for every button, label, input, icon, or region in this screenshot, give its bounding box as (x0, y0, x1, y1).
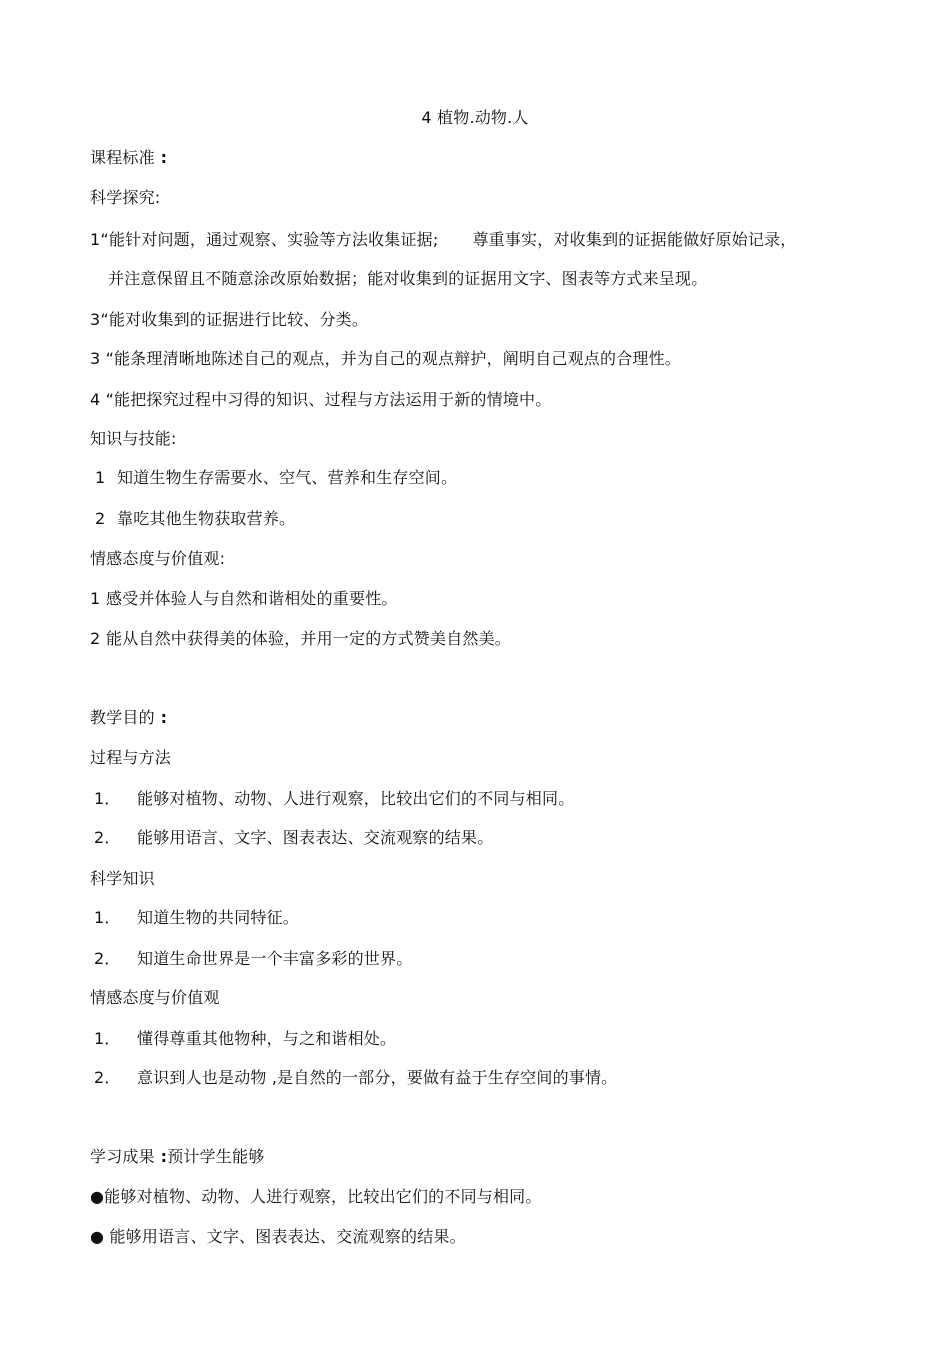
item-number: 2． (94, 1068, 121, 1087)
item-text: 能对收集到的证据进行比较、分类。 (108, 310, 369, 329)
item-text: 能够用语言、文字、图表表达、交流观察的结果。 (104, 1227, 466, 1246)
item-text: 感受并体验人与自然和谐相处的重要性。 (106, 589, 398, 608)
item-text: 能够对植物、动物、人进行观察，比较出它们的不同与相同。 (104, 1187, 542, 1206)
item-number: 2 (90, 629, 101, 648)
item-text: 能针对问题，通过观察、实验等方法收集证据; (108, 230, 439, 249)
subheading-science: 科学知识 (90, 869, 155, 888)
inquiry-item-4 (90, 389, 551, 411)
item-text: 能把探究过程中习得的知识、过程与方法运用于新的情境中。 (114, 390, 552, 409)
heading-tail: 预计学生能够 (167, 1147, 265, 1166)
item-number: 2． (94, 949, 121, 968)
item-number: 1． (94, 1029, 121, 1048)
science-item-2 (94, 948, 412, 970)
item-number: 3 “ (90, 349, 115, 368)
science-item-1 (94, 907, 299, 929)
attitude-item-2 (90, 628, 511, 650)
heading-colon: : (154, 708, 168, 727)
subheading-knowledge: 知识与技能: (90, 429, 177, 448)
item-number: 1 (90, 589, 101, 608)
attitude-objective-item-1 (94, 1028, 396, 1050)
inquiry-item-3 (90, 348, 681, 370)
item-text: 能够用语言、文字、图表表达、交流观察的结果。 (137, 828, 494, 847)
heading-text: 课程标准 (90, 148, 155, 167)
attitude-objective-item-2 (94, 1067, 617, 1089)
section-heading-outcomes (90, 1146, 264, 1168)
item-text: 懂得尊重其他物种，与之和谐相处。 (137, 1029, 397, 1048)
attitude-item-1 (90, 588, 398, 610)
inquiry-item-1-continuation: 并注意保留且不随意涂改原始数据；能对收集到的证据用文字、图表等方式来呈现。 (108, 269, 708, 288)
item-number: 1． (94, 789, 121, 808)
item-text: 意识到人也是动物 ,是自然的一部分，要做有益于生存空间的事情。 (137, 1068, 618, 1087)
bullet-icon: ● (90, 1187, 105, 1206)
knowledge-item-1 (95, 467, 457, 489)
subheading-attitude: 情感态度与价值观: (90, 549, 226, 568)
outcome-item-1 (90, 1186, 542, 1208)
item-number: 3“ (90, 310, 109, 329)
item-text: 能从自然中获得美的体验，并用一定的方式赞美自然美。 (106, 629, 512, 648)
item-text: 知道生物生存需要水、空气、营养和生存空间。 (117, 468, 458, 487)
heading-text: 教学目的 (90, 708, 155, 727)
section-heading-objectives (90, 707, 167, 729)
process-item-1 (94, 788, 574, 810)
heading-colon: : (154, 1147, 168, 1166)
inquiry-item-1 (90, 229, 796, 251)
item-number: 2． (94, 828, 121, 847)
subheading-inquiry: 科学探究: (90, 188, 161, 207)
item-text: 知道生命世界是一个丰富多彩的世界。 (137, 949, 413, 968)
section-heading-standards (90, 147, 167, 169)
inquiry-item-2 (90, 309, 368, 331)
item-text: 能够对植物、动物、人进行观察，比较出它们的不同与相同。 (137, 789, 575, 808)
item-text: 知道生物的共同特征。 (137, 908, 300, 927)
item-text: 能条理清晰地陈述自己的观点，并为自己的观点辩护，阐明自己观点的合理性。 (114, 349, 682, 368)
item-number: 1． (94, 908, 121, 927)
heading-text: 学习成果 (90, 1147, 155, 1166)
item-text: 靠吃其他生物获取营养。 (117, 509, 296, 528)
process-item-2 (94, 827, 493, 849)
heading-colon: : (154, 148, 168, 167)
bullet-icon: ● (90, 1227, 105, 1246)
item-text-continued: 尊重事实，对收集到的证据能做好原始记录， (472, 230, 797, 249)
subheading-attitude-objectives: 情感态度与价值观 (90, 988, 220, 1007)
item-number: 2 (95, 509, 106, 528)
document-title: 4 植物.动物.人 (421, 108, 529, 127)
knowledge-item-2 (95, 508, 295, 530)
subheading-process: 过程与方法 (90, 748, 172, 767)
item-number: 4 “ (90, 390, 115, 409)
item-number: 1“ (90, 230, 109, 249)
item-number: 1 (95, 468, 106, 487)
outcome-item-2 (90, 1226, 466, 1248)
